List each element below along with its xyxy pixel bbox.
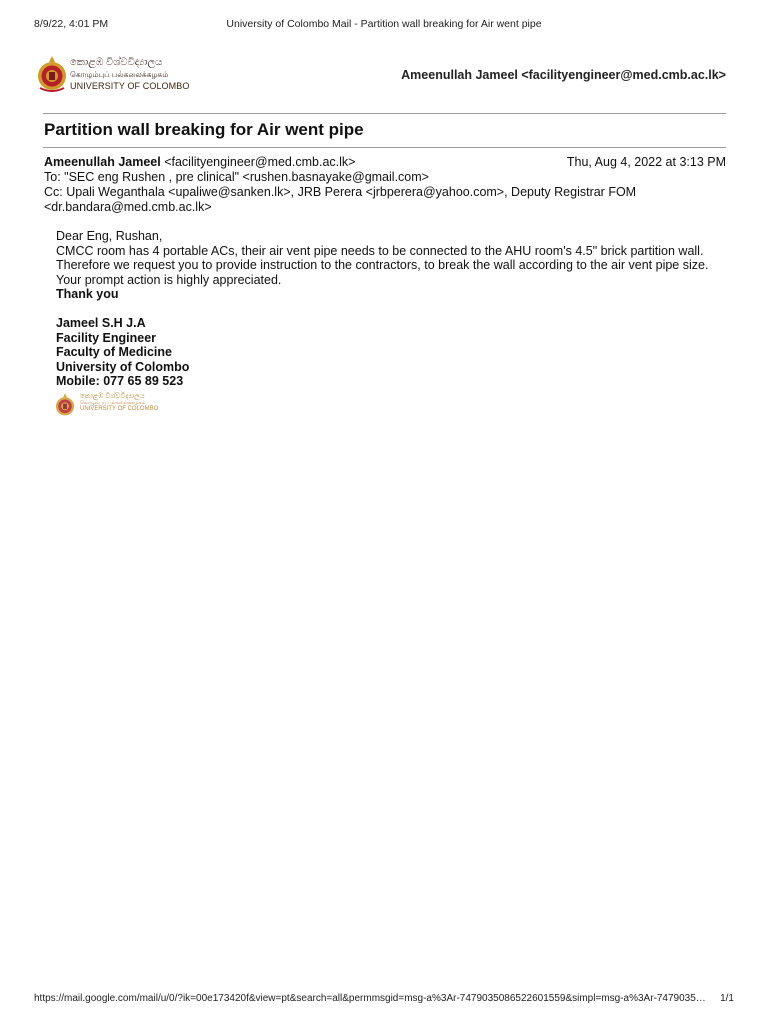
crest-icon	[36, 54, 68, 94]
sender-email: <facilityengineer@med.cmb.ac.lk>	[164, 155, 356, 169]
signature	[56, 316, 728, 389]
print-footer	[34, 993, 734, 1007]
page-number: 1/1	[720, 993, 734, 1004]
university-logo	[36, 54, 190, 98]
divider	[43, 113, 726, 114]
email-subject: Partition wall breaking for Air went pipe	[44, 120, 364, 139]
signature-logo-english: UNIVERSITY OF COLOMBO	[80, 406, 159, 412]
signature-logo	[54, 392, 159, 416]
body-line: CMCC room has 4 portable ACs, their air vent pipe needs to be connected to the AHU room's 4.5" brick partition wall.	[56, 243, 704, 258]
cc-line: Cc: Upali Weganthala <upaliwe@sanken.lk>, JRB Perera <jrbperera@yahoo.com>, Deputy Registrar FOM	[44, 185, 637, 199]
signature-name: Jameel S.H J.A	[56, 316, 146, 330]
account-identity: Ameenullah Jameel <facilityengineer@med.cmb.ac.lk>	[401, 68, 726, 82]
to-line: To: "SEC eng Rushen , pre clinical" <rushen.basnayake@gmail.com>	[44, 170, 429, 184]
body-line: Your prompt action is highly appreciated.	[56, 272, 282, 287]
crest-icon	[54, 392, 76, 418]
page-url: https://mail.google.com/mail/u/0/?ik=00e173420f&view=pt&search=all&permmsgid=msg-a%3Ar-7479035086522601559&simpl=msg-a%3Ar-7479035…	[34, 993, 706, 1004]
divider	[43, 147, 726, 148]
from-row	[44, 155, 726, 170]
body-line: Therefore we request you to provide instruction to the contractors, to break the wall according to the air vent pipe size.	[56, 258, 709, 272]
greeting: Dear Eng, Rushan,	[56, 229, 163, 243]
print-timestamp: 8/9/22, 4:01 PM	[34, 18, 109, 30]
signature-mobile: Mobile: 077 65 89 523	[56, 374, 184, 388]
brand-english: UNIVERSITY OF COLOMBO	[70, 81, 190, 91]
signature-logo-tamil: கொழும்புப் பல்கலைக்கழகம்	[80, 400, 146, 406]
signature-faculty: Faculty of Medicine	[56, 345, 172, 359]
print-header	[34, 18, 734, 32]
signature-logo-sinhala: කොළඹ විශ්වවිද්‍යාලය	[80, 393, 145, 400]
signature-role: Facility Engineer	[56, 330, 157, 345]
brand-sinhala: කොළඹ විශ්වවිද්‍යාලය	[70, 57, 163, 68]
cc-line-continued: <dr.bandara@med.cmb.ac.lk>	[44, 200, 212, 214]
message-header	[44, 155, 726, 215]
thanks: Thank you	[56, 287, 119, 301]
print-page-title: University of Colombo Mail - Partition wall breaking for Air went pipe	[226, 18, 542, 30]
message-date: Thu, Aug 4, 2022 at 3:13 PM	[566, 155, 726, 169]
sender-name: Ameenullah Jameel	[44, 155, 161, 169]
signature-university: University of Colombo	[56, 359, 190, 374]
message-body	[56, 229, 728, 389]
brand-tamil: கொழும்புப் பல்கலைக்கழகம்	[70, 70, 169, 79]
